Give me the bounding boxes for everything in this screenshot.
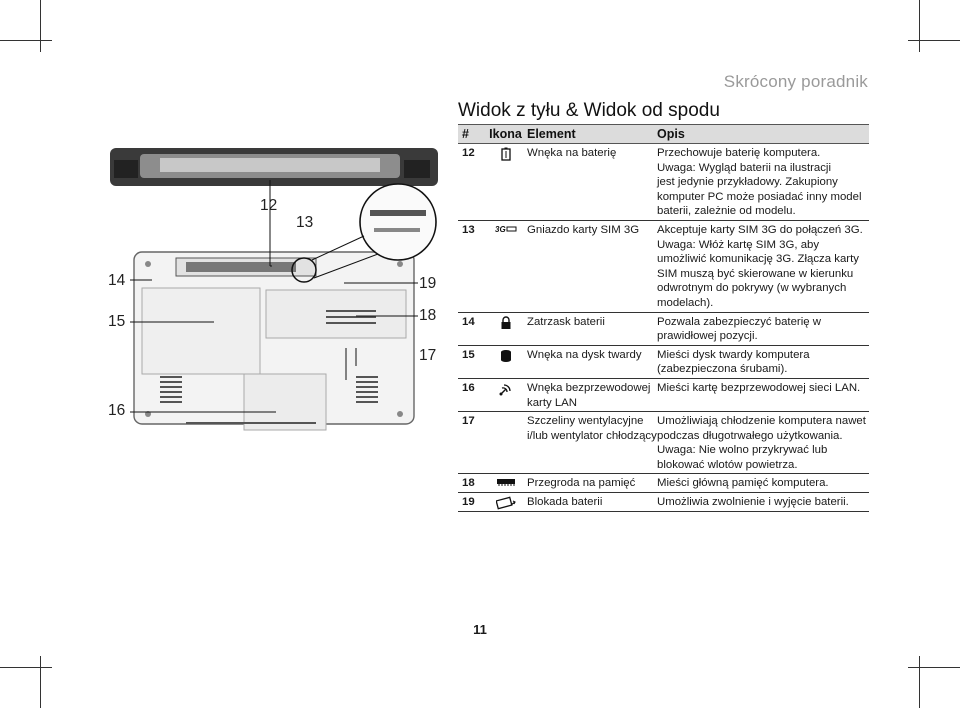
row-description	[657, 315, 869, 344]
description-line: Akceptuje karty SIM 3G do połączeń 3G.	[657, 223, 863, 236]
row-element: Blokada baterii	[527, 496, 603, 509]
callout-12: 12	[260, 197, 278, 214]
table-row	[458, 221, 869, 313]
row-element: Zatrzask baterii	[527, 315, 605, 328]
battery-release-icon	[484, 495, 527, 510]
row-number: 12	[462, 147, 475, 159]
section-title: Widok z tyłu & Widok od spodu	[458, 100, 720, 121]
header-desc: Opis	[657, 126, 685, 141]
description-line: blokować wlotów powietrza.	[657, 458, 798, 471]
lock-icon	[484, 315, 527, 344]
table-row	[458, 313, 869, 346]
table-row	[458, 346, 869, 379]
table-row	[458, 144, 869, 221]
callout-14: 14	[108, 272, 126, 289]
table-row	[458, 493, 869, 512]
callout-19: 19	[419, 275, 437, 292]
crop-mark	[919, 656, 920, 708]
description-line: Przechowuje baterię komputera.	[657, 147, 821, 159]
callout-17: 17	[419, 347, 437, 364]
table-row	[458, 474, 869, 493]
svg-text:3G: 3G	[494, 224, 506, 234]
row-number: 13	[462, 223, 475, 236]
row-number: 19	[462, 496, 475, 509]
description-line: podczas długotrwałego użytkowania.	[657, 429, 843, 442]
description-line: Uwaga: Włóż kartę SIM 3G, aby	[657, 238, 820, 251]
crop-mark	[40, 0, 41, 52]
no-icon	[484, 414, 527, 472]
row-description	[657, 414, 869, 472]
callout-18: 18	[419, 307, 437, 324]
description-line: Umożliwia zwolnienie i wyjęcie baterii.	[657, 496, 849, 509]
description-line: Mieści dysk twardy komputera	[657, 348, 810, 361]
component-table	[458, 124, 869, 512]
callout-13: 13	[296, 214, 314, 231]
row-element: Wnęka na dysk twardy	[527, 348, 642, 361]
table-row	[458, 379, 869, 412]
description-line: odwrotnym do pokrywy (w wybranych	[657, 282, 847, 295]
row-number: 18	[462, 477, 475, 490]
row-number: 15	[462, 348, 475, 361]
row-description	[657, 476, 869, 491]
crop-mark	[0, 667, 52, 668]
description-line: Uwaga: Nie wolno przykrywać lub	[657, 444, 828, 457]
crop-mark	[919, 0, 920, 52]
row-number: 17	[462, 415, 475, 428]
description-line: komputer PC może posiadać inny model	[657, 190, 862, 203]
row-element: Szczeliny wentylacyjne i/lub wentylator chłodzący	[527, 415, 657, 442]
memory-icon	[484, 476, 527, 491]
description-line: umożliwić komunikację 3G. Złącza karty	[657, 253, 859, 266]
row-element: Gniazdo karty SIM 3G	[527, 223, 640, 236]
row-number: 14	[462, 315, 475, 328]
header-num: #	[462, 126, 469, 141]
description-line: modelach).	[657, 296, 714, 309]
crop-mark	[40, 656, 41, 708]
crop-mark	[908, 40, 960, 41]
battery-icon	[484, 146, 527, 219]
description-line: prawidłowej pozycji.	[657, 330, 758, 343]
running-header: Skrócony poradnik	[723, 72, 868, 91]
description-line: Mieści główną pamięć komputera.	[657, 477, 829, 490]
wireless-icon	[484, 381, 527, 410]
callout-16: 16	[108, 402, 126, 419]
row-description	[657, 223, 869, 311]
description-line: (zabezpieczona śrubami).	[657, 363, 788, 376]
callout-15: 15	[108, 313, 126, 330]
row-element: Przegroda na pamięć	[527, 477, 636, 490]
description-line: Uwaga: Wygląd baterii na ilustracji	[657, 161, 831, 174]
row-number: 16	[462, 381, 475, 394]
laptop-drawing	[100, 140, 440, 460]
description-line: Mieści kartę bezprzewodowej sieci LAN.	[657, 381, 861, 394]
row-element: Wnęka bezprzewodowej karty LAN	[527, 381, 651, 409]
row-description	[657, 381, 869, 410]
crop-mark	[0, 40, 52, 41]
row-element: Wnęka na baterię	[527, 147, 617, 159]
crop-mark	[908, 667, 960, 668]
laptop-diagram	[100, 140, 440, 465]
table-row	[458, 412, 869, 474]
row-description	[657, 146, 869, 219]
table-header	[458, 124, 869, 144]
description-line: jest jedynie przykładowy. Zakupiony	[657, 176, 838, 189]
3g-icon	[484, 223, 527, 311]
header-element: Element	[527, 126, 576, 141]
hdd-icon	[484, 348, 527, 377]
description-line: Umożliwiają chłodzenie komputera nawet	[657, 415, 866, 428]
row-description	[657, 348, 869, 377]
page-number: 11	[473, 622, 487, 637]
description-line: baterii, zależnie od modelu.	[657, 205, 796, 218]
description-line: SIM muszą być skierowane w kierunku	[657, 267, 854, 280]
description-line: Pozwala zabezpieczyć baterię w	[657, 315, 821, 328]
row-description	[657, 495, 869, 510]
table-body	[458, 144, 869, 512]
header-icon: Ikona	[489, 127, 522, 142]
